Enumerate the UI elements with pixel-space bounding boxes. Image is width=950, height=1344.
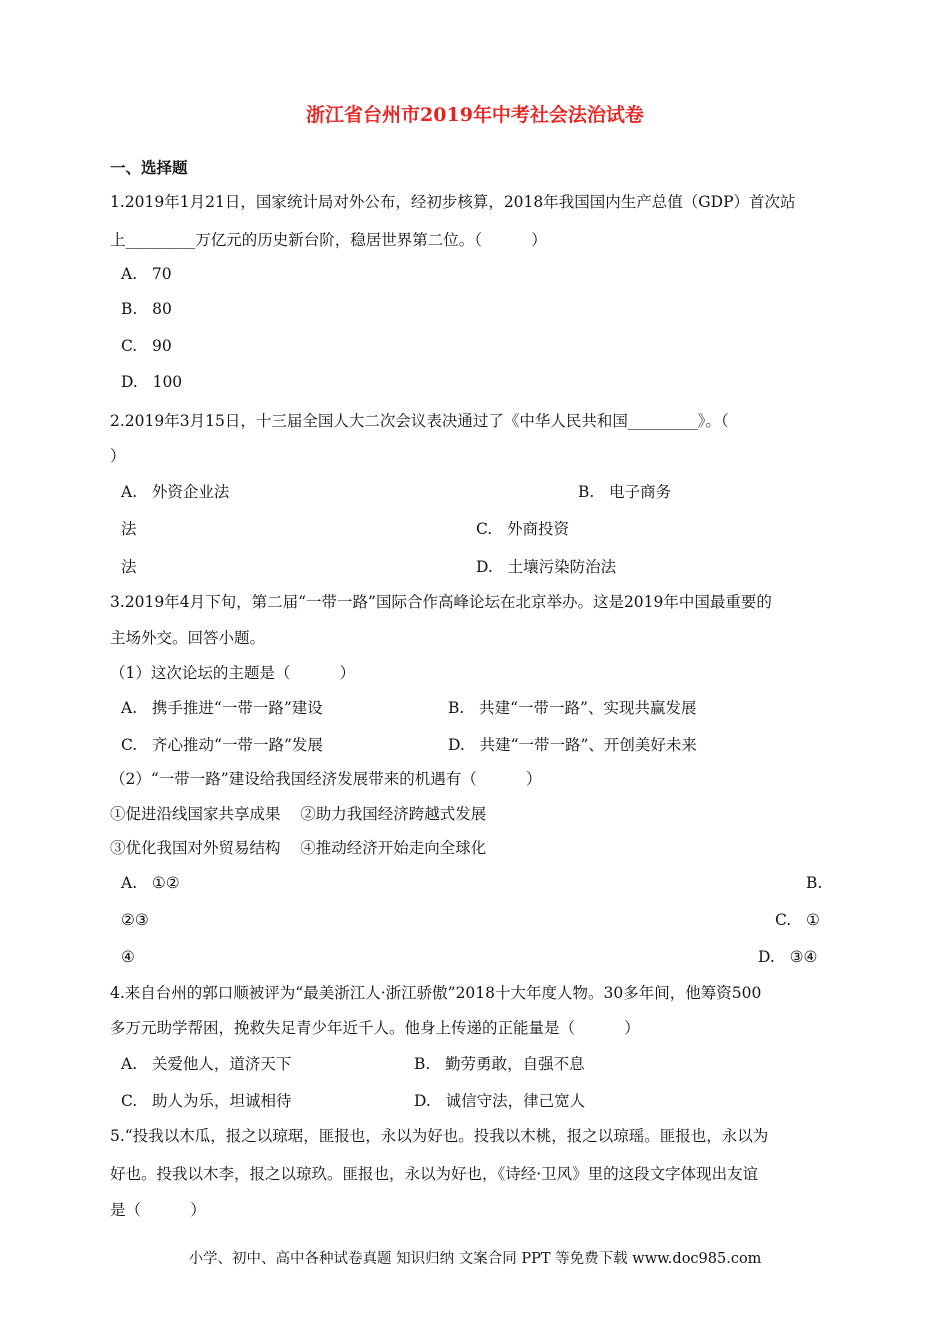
q1-stem-line1: 1.2019年1月21日，国家统计局对外公布，经初步核算，2018年我国国内生产总值（GDP）首次站 xyxy=(110,193,796,211)
q4-stem-line2: 多万元助学帮困，挽救失足青少年近千人。他身上传递的正能量是（ ） xyxy=(110,1019,640,1037)
q2-stem-line2: ） xyxy=(110,447,126,465)
q3-sub2-option-d: D. ③④ xyxy=(758,948,818,966)
q5-stem-line2: 好也。投我以木李，报之以琼玖。匪报也，永以为好也，《诗经·卫风》里的这段文字体现出友谊 xyxy=(110,1165,759,1183)
q3-stem-line1: 3.2019年4月下旬，第二届“一带一路”国际合作高峰论坛在北京举办。这是2019年中国最重要的 xyxy=(110,593,772,611)
q3-sub1-option-a: A. 携手推进“一带一路”建设 xyxy=(121,699,323,717)
q4-option-d: D. 诚信守法，律己宽人 xyxy=(414,1092,586,1110)
q4-option-b: B. 勤劳勇敢，自强不息 xyxy=(414,1055,585,1073)
q5-stem-line3: 是（ ） xyxy=(110,1201,206,1219)
q3-sub2-stem: （2）“一带一路”建设给我国经济发展带来的机遇有（ ） xyxy=(110,770,542,788)
q1-option-a: A. 70 xyxy=(121,265,172,283)
q3-sub2-statements-3-4: ③优化我国对外贸易结构 ④推动经济开始走向全球化 xyxy=(110,839,487,857)
q2-option-c: C. 外商投资 xyxy=(476,520,570,538)
q2-option-b: B. 电子商务 xyxy=(578,483,672,501)
q2-stem-line1: 2.2019年3月15日，十三届全国人大二次会议表决通过了《中华人民共和国_________》。（ xyxy=(110,412,729,430)
q3-stem-line2: 主场外交。回答小题。 xyxy=(110,629,266,647)
section-heading: 一、选择题 xyxy=(110,158,188,177)
page-footer: 小学、初中、高中各种试卷真题 知识归纳 文案合同 PPT 等免费下载 www.doc985.com xyxy=(188,1251,762,1267)
q3-sub2-option-b: B. xyxy=(806,874,823,892)
q4-option-a: A. 关爱他人，道济天下 xyxy=(121,1055,292,1073)
q1-option-d: D. 100 xyxy=(121,373,183,391)
q3-sub2-option-c-tail: ④ xyxy=(121,948,135,966)
page-title: 浙江省台州市2019年中考社会法治试卷 xyxy=(306,104,644,126)
q2-option-c-tail: 法 xyxy=(121,558,137,576)
q2-option-b-tail: 法 xyxy=(121,520,137,538)
q2-option-d: D. 土壤污染防治法 xyxy=(476,558,617,576)
q4-option-c: C. 助人为乐，坦诚相待 xyxy=(121,1092,292,1110)
q1-stem-line2: 上_________万亿元的历史新台阶，稳居世界第二位。（ ） xyxy=(110,231,547,249)
q3-sub2-option-a: A. ①② xyxy=(121,874,180,892)
q3-sub1-option-c: C. 齐心推动“一带一路”发展 xyxy=(121,736,323,754)
q2-option-a: A. 外资企业法 xyxy=(121,483,230,501)
q3-sub2-option-b-tail: ②③ xyxy=(121,911,149,929)
q4-stem-line1: 4.来自台州的郭口顺被评为“最美浙江人·浙江骄傲”2018十大年度人物。30多年间，他筹资500 xyxy=(110,984,762,1002)
q3-sub1-option-b: B. 共建“一带一路”、实现共赢发展 xyxy=(448,699,697,717)
q5-stem-line1: 5.“投我以木瓜，报之以琼琚，匪报也，永以为好也。投我以木桃，报之以琼瑶。匪报也，永以为 xyxy=(110,1127,769,1145)
q1-option-b: B. 80 xyxy=(121,300,172,318)
q3-sub1-stem: （1）这次论坛的主题是（ ） xyxy=(110,664,356,682)
q3-sub2-option-c: C. ① xyxy=(775,911,820,929)
q1-option-c: C. 90 xyxy=(121,337,172,355)
q3-sub1-option-d: D. 共建“一带一路”、开创美好未来 xyxy=(448,736,697,754)
q3-sub2-statements-1-2: ①促进沿线国家共享成果 ②助力我国经济跨越式发展 xyxy=(110,805,487,823)
